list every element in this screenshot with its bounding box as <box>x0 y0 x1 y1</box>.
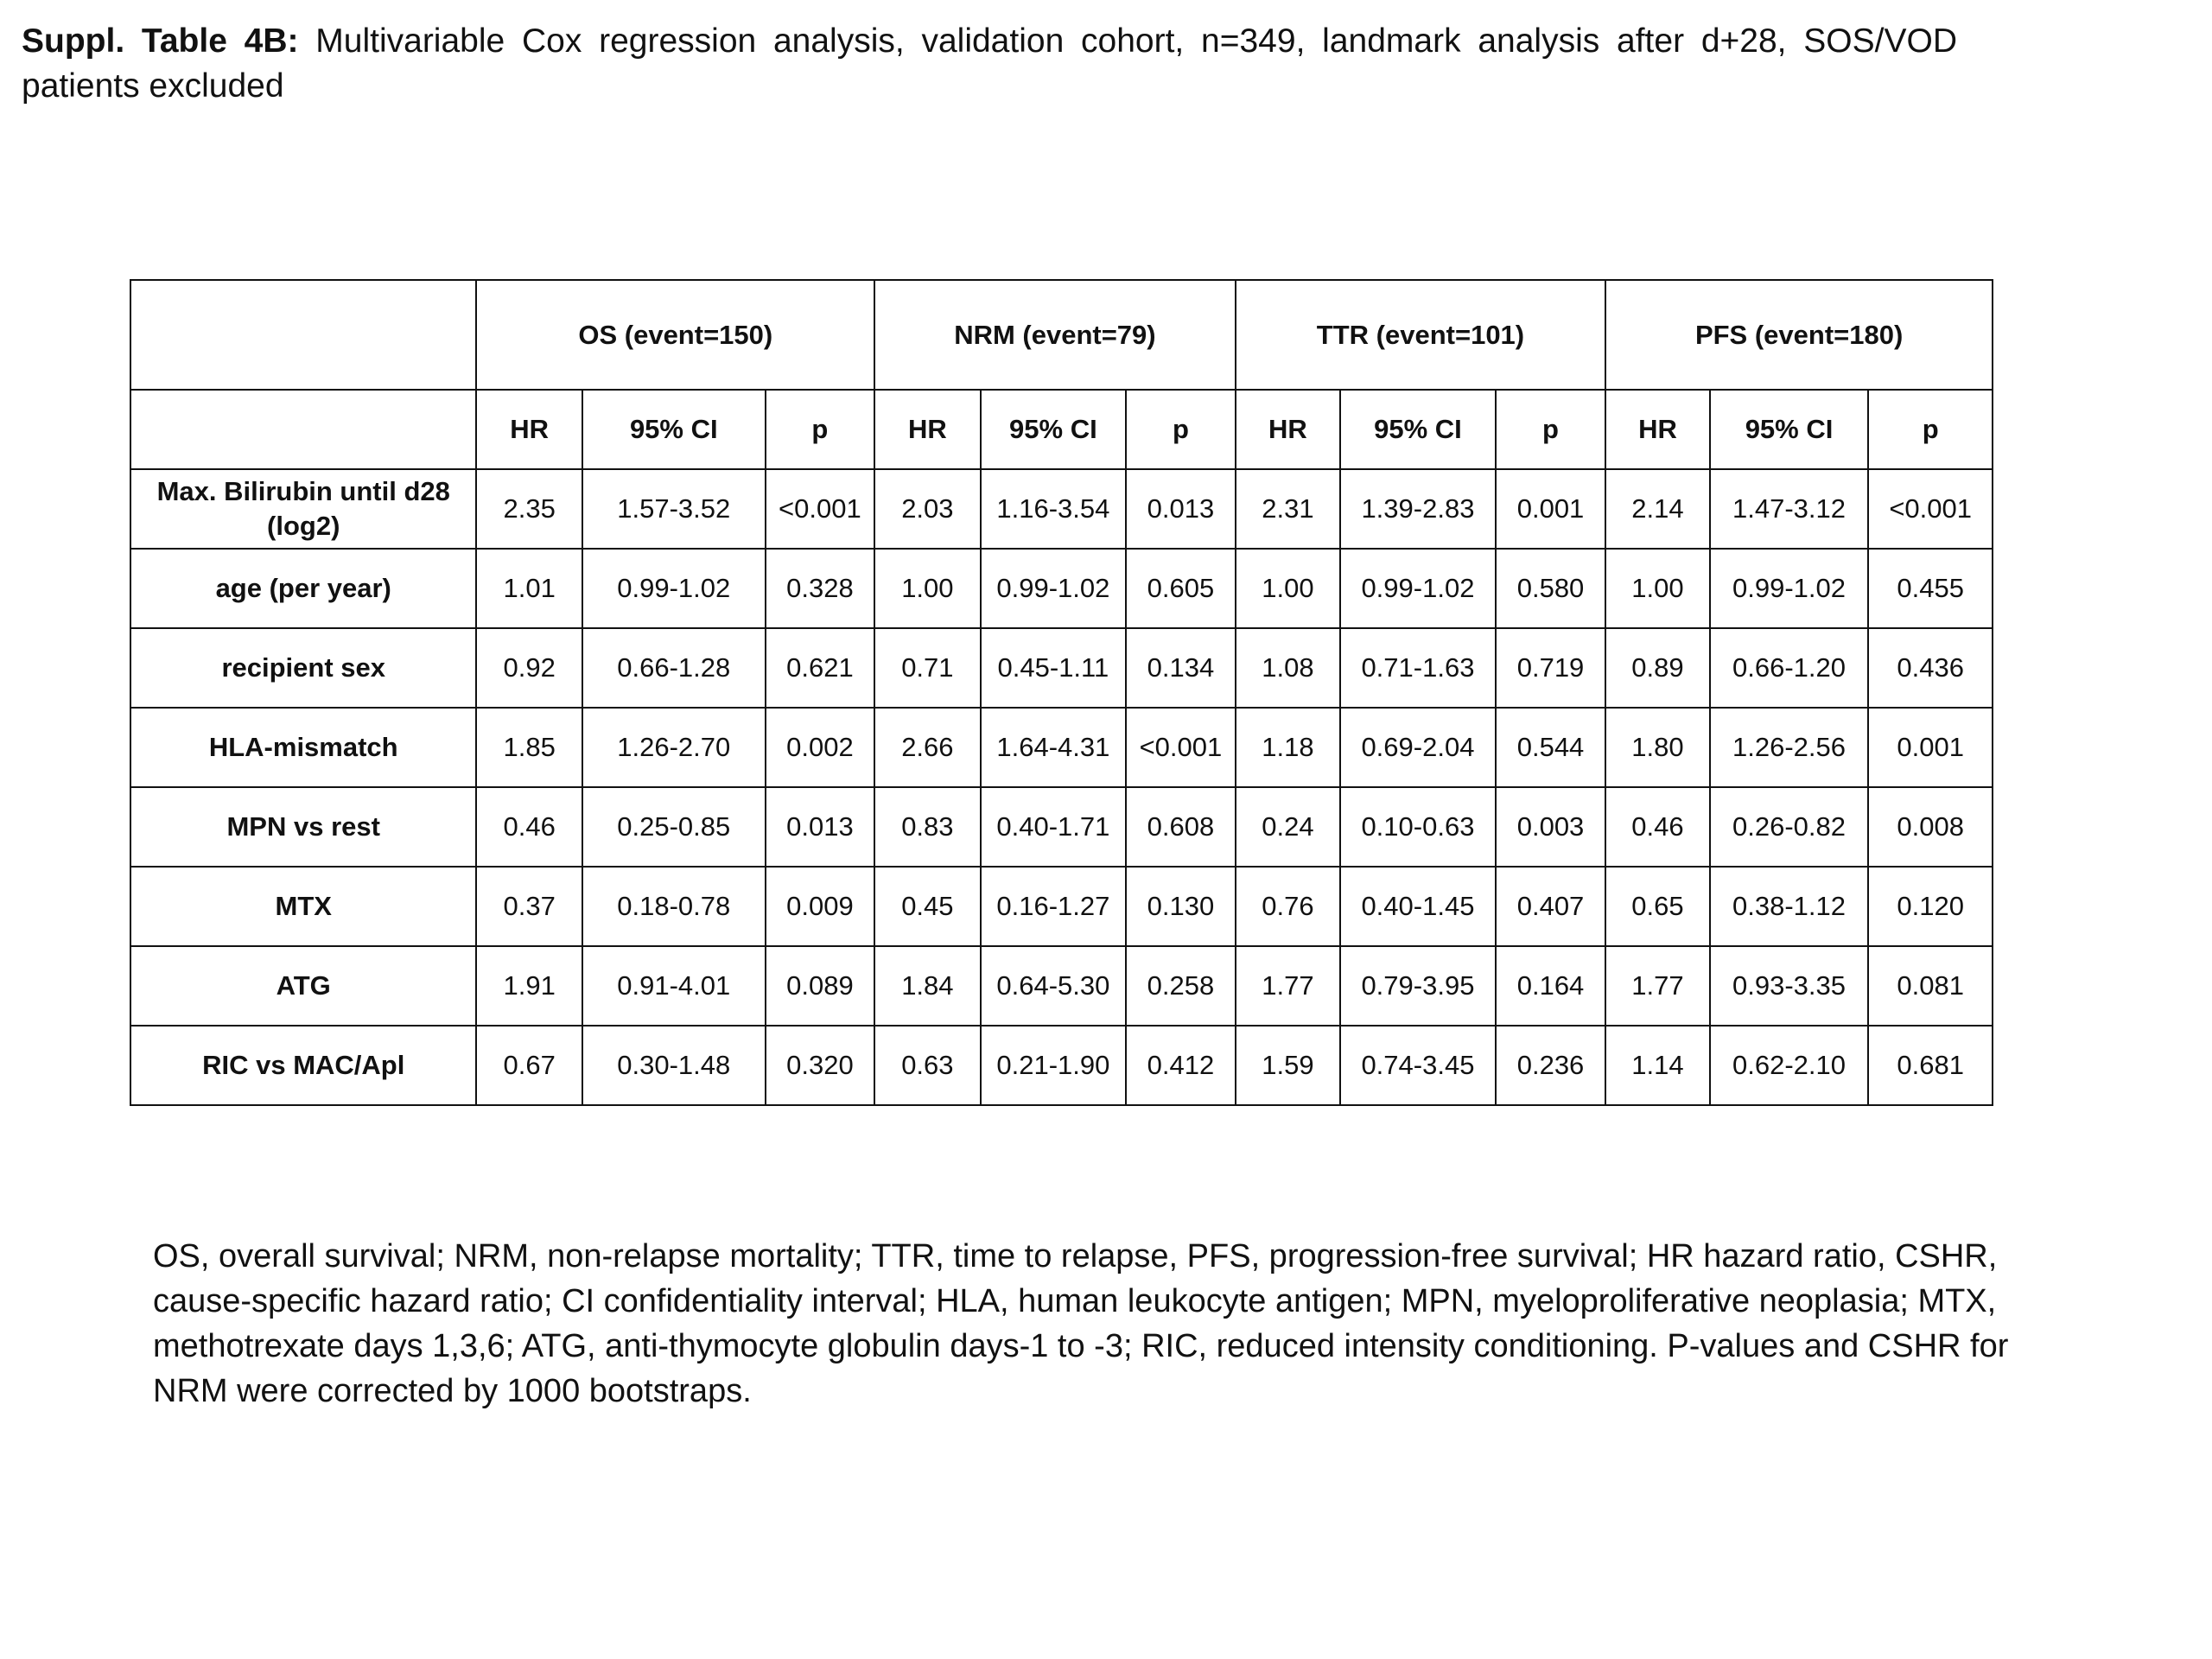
table-cell: 1.18 <box>1236 708 1340 787</box>
table-cell: 0.013 <box>1126 469 1235 549</box>
table-cell: 2.14 <box>1605 469 1709 549</box>
table-cell: <0.001 <box>1868 469 1993 549</box>
group-header-os: OS (event=150) <box>476 280 874 390</box>
table-cell: 0.25-0.85 <box>582 787 766 867</box>
table-cell: 0.002 <box>766 708 874 787</box>
table-cell: 1.85 <box>476 708 582 787</box>
table-cell: 0.407 <box>1496 867 1605 946</box>
table-cell: 0.013 <box>766 787 874 867</box>
subheader-ci: 95% CI <box>981 390 1127 469</box>
table-cell: 1.84 <box>874 946 980 1026</box>
table-row <box>130 628 1993 708</box>
table-cell: 0.621 <box>766 628 874 708</box>
table-cell: 2.35 <box>476 469 582 549</box>
group-header-ttr: TTR (event=101) <box>1236 280 1606 390</box>
table-cell: 0.436 <box>1868 628 1993 708</box>
table-cell: 2.03 <box>874 469 980 549</box>
table-cell: 0.65 <box>1605 867 1709 946</box>
table-cell: 0.45-1.11 <box>981 628 1127 708</box>
subheader-ci: 95% CI <box>1340 390 1496 469</box>
table-cell: 1.26-2.70 <box>582 708 766 787</box>
table-cell: 0.21-1.90 <box>981 1026 1127 1105</box>
table-cell: 1.47-3.12 <box>1710 469 1869 549</box>
table-cell: 1.57-3.52 <box>582 469 766 549</box>
table-cell: 0.93-3.35 <box>1710 946 1869 1026</box>
table-cell: 0.91-4.01 <box>582 946 766 1026</box>
table-cell: 0.003 <box>1496 787 1605 867</box>
caption-text: Multivariable Cox regression analysis, validation cohort, n=349, landmark analysis after d+28, SOS/VOD patients excluded <box>22 22 1957 105</box>
row-label: MPN vs rest <box>130 787 476 867</box>
table-cell: 0.719 <box>1496 628 1605 708</box>
table-cell: 1.00 <box>1236 549 1340 628</box>
table-cell: 1.08 <box>1236 628 1340 708</box>
table-cell: 0.46 <box>1605 787 1709 867</box>
table-cell: 1.00 <box>874 549 980 628</box>
row-label: MTX <box>130 867 476 946</box>
row-label: Max. Bilirubin until d28 (log2) <box>130 469 476 549</box>
table-row <box>130 708 1993 787</box>
table-row <box>130 469 1993 549</box>
table-cell: 0.008 <box>1868 787 1993 867</box>
subheader-hr: HR <box>874 390 980 469</box>
table-cell: 0.18-0.78 <box>582 867 766 946</box>
table-cell: 0.081 <box>1868 946 1993 1026</box>
table-cell: 0.37 <box>476 867 582 946</box>
table-cell: 0.120 <box>1868 867 1993 946</box>
table-cell: 0.71 <box>874 628 980 708</box>
table-caption <box>22 19 1957 109</box>
table-cell: 0.62-2.10 <box>1710 1026 1869 1105</box>
subheader-p: p <box>766 390 874 469</box>
group-header-pfs: PFS (event=180) <box>1605 280 1993 390</box>
table-cell: 0.30-1.48 <box>582 1026 766 1105</box>
table-cell: 1.26-2.56 <box>1710 708 1869 787</box>
table-cell: 0.009 <box>766 867 874 946</box>
table-cell: 0.79-3.95 <box>1340 946 1496 1026</box>
table-row <box>130 787 1993 867</box>
table-cell: 0.69-2.04 <box>1340 708 1496 787</box>
table-cell: 0.66-1.20 <box>1710 628 1869 708</box>
subheader-p: p <box>1496 390 1605 469</box>
subheader-p: p <box>1868 390 1993 469</box>
table-cell: 0.580 <box>1496 549 1605 628</box>
table-cell: 0.76 <box>1236 867 1340 946</box>
table-cell: 0.258 <box>1126 946 1235 1026</box>
table-cell: 1.64-4.31 <box>981 708 1127 787</box>
table-cell: 0.328 <box>766 549 874 628</box>
table-cell: 0.99-1.02 <box>981 549 1127 628</box>
subheader-ci: 95% CI <box>582 390 766 469</box>
table-cell: 0.089 <box>766 946 874 1026</box>
table-cell: 2.66 <box>874 708 980 787</box>
table-cell: 0.46 <box>476 787 582 867</box>
table-cell: 0.320 <box>766 1026 874 1105</box>
table-cell: 0.164 <box>1496 946 1605 1026</box>
table-cell: <0.001 <box>766 469 874 549</box>
table-cell: 0.001 <box>1868 708 1993 787</box>
row-label: RIC vs MAC/Apl <box>130 1026 476 1105</box>
subheader-hr: HR <box>1605 390 1709 469</box>
table-cell: 1.91 <box>476 946 582 1026</box>
table-cell: 0.67 <box>476 1026 582 1105</box>
group-header-row <box>130 280 1993 390</box>
table-cell: 1.77 <box>1605 946 1709 1026</box>
table-cell: 0.134 <box>1126 628 1235 708</box>
table-cell: 0.412 <box>1126 1026 1235 1105</box>
table-cell: 0.236 <box>1496 1026 1605 1105</box>
table-cell: 0.455 <box>1868 549 1993 628</box>
subheader-row <box>130 390 1993 469</box>
empty-header-cell <box>130 280 476 390</box>
cox-regression-table <box>130 279 1993 1106</box>
table-cell: 1.80 <box>1605 708 1709 787</box>
subheader-hr: HR <box>1236 390 1340 469</box>
table-cell: 0.99-1.02 <box>1340 549 1496 628</box>
table-cell: 0.64-5.30 <box>981 946 1127 1026</box>
table-cell: 0.40-1.71 <box>981 787 1127 867</box>
table-cell: 0.24 <box>1236 787 1340 867</box>
table-cell: 0.89 <box>1605 628 1709 708</box>
caption-label: Suppl. Table 4B: <box>22 22 299 60</box>
table-cell: 0.38-1.12 <box>1710 867 1869 946</box>
table-cell: 0.83 <box>874 787 980 867</box>
table-row <box>130 867 1993 946</box>
row-label: age (per year) <box>130 549 476 628</box>
table-cell: 0.66-1.28 <box>582 628 766 708</box>
table-cell: 0.001 <box>1496 469 1605 549</box>
subheader-ci: 95% CI <box>1710 390 1869 469</box>
table-cell: 1.39-2.83 <box>1340 469 1496 549</box>
table-cell: 1.59 <box>1236 1026 1340 1105</box>
table-cell: 1.14 <box>1605 1026 1709 1105</box>
group-header-nrm: NRM (event=79) <box>874 280 1236 390</box>
table-cell: 0.45 <box>874 867 980 946</box>
table-cell: <0.001 <box>1126 708 1235 787</box>
row-label: HLA-mismatch <box>130 708 476 787</box>
table-cell: 0.26-0.82 <box>1710 787 1869 867</box>
row-label: ATG <box>130 946 476 1026</box>
table-cell: 0.74-3.45 <box>1340 1026 1496 1105</box>
table-cell: 0.71-1.63 <box>1340 628 1496 708</box>
table-row <box>130 1026 1993 1105</box>
table-cell: 1.77 <box>1236 946 1340 1026</box>
table-cell: 1.00 <box>1605 549 1709 628</box>
table-cell: 0.92 <box>476 628 582 708</box>
table-cell: 0.608 <box>1126 787 1235 867</box>
subheader-hr: HR <box>476 390 582 469</box>
table-cell: 0.99-1.02 <box>1710 549 1869 628</box>
table-cell: 0.99-1.02 <box>582 549 766 628</box>
subheader-p: p <box>1126 390 1235 469</box>
table-cell: 1.16-3.54 <box>981 469 1127 549</box>
table-cell: 0.63 <box>874 1026 980 1105</box>
table-footnote: OS, overall survival; NRM, non-relapse mortality; TTR, time to relapse, PFS, progression-free survival; HR hazard ratio, CSHR, cause-specific hazard ratio; CI confidentiality interval; HLA, human leukocyte antigen; MPN, myeloproliferative neoplasia; MTX, methotrexate days 1,3,6; ATG, anti-thymocyte globulin days-1 to -3; RIC, reduced intensity conditioning. P-values and CSHR for NRM were corrected by 1000 bootstraps. <box>153 1238 2009 1409</box>
table-cell: 0.16-1.27 <box>981 867 1127 946</box>
table-cell: 2.31 <box>1236 469 1340 549</box>
table-cell: 1.01 <box>476 549 582 628</box>
table-cell: 0.544 <box>1496 708 1605 787</box>
empty-subheader-cell <box>130 390 476 469</box>
table-cell: 0.605 <box>1126 549 1235 628</box>
table-row <box>130 946 1993 1026</box>
table-cell: 0.681 <box>1868 1026 1993 1105</box>
table-cell: 0.40-1.45 <box>1340 867 1496 946</box>
table-cell: 0.10-0.63 <box>1340 787 1496 867</box>
table-row <box>130 549 1993 628</box>
row-label: recipient sex <box>130 628 476 708</box>
table-cell: 0.130 <box>1126 867 1235 946</box>
